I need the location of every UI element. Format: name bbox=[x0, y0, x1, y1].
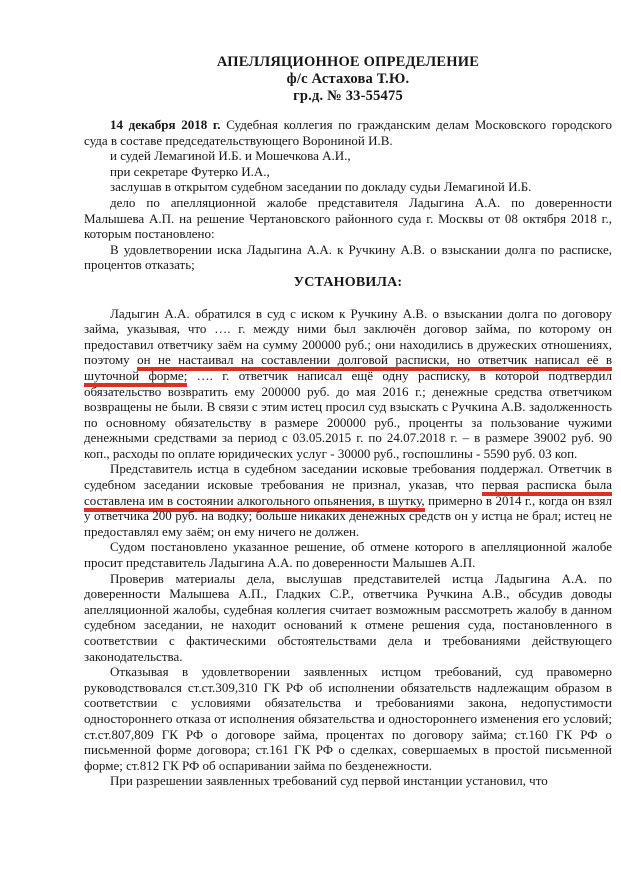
paragraph bbox=[84, 571, 612, 665]
paragraph bbox=[84, 117, 612, 148]
paragraph bbox=[84, 148, 612, 164]
red-underlined-text: первая расписка была составлена им в состоянии алкогольного опьянения, в шутку, bbox=[84, 477, 612, 512]
paragraph bbox=[84, 664, 612, 773]
paragraph bbox=[84, 242, 612, 273]
paragraph bbox=[84, 179, 612, 195]
text-segment: 14 декабря 2018 г. bbox=[110, 117, 221, 132]
case-number: гр.д. № 33-55475 bbox=[293, 88, 403, 104]
presiding-judge-reference: ф/с Астахова Т.Ю. bbox=[286, 71, 410, 87]
paragraph bbox=[84, 773, 612, 789]
paragraph bbox=[84, 461, 612, 539]
document-title: АПЕЛЛЯЦИОННОЕ ОПРЕДЕЛЕНИЕ bbox=[216, 54, 480, 70]
paragraph bbox=[84, 539, 612, 570]
text-segment: примерно в 2014 г., когда он взял у ответчика 200 руб. на водку; больше никаких денежных средств он у истца не брал; истец не предоставлял ему заём; он ему ничего не должен. bbox=[84, 492, 612, 539]
section-heading bbox=[84, 275, 612, 291]
text-segment: Судом постановлено указанное решение, об отмене которого в апелляционной жалобе просит представитель Ладыгина А.А. по доверенности Малышев А.П. bbox=[84, 539, 612, 571]
text-segment: В удовлетворении иска Ладыгина А.А. к Ручкину А.В. о взыскании долга по расписке, процентов отказать; bbox=[84, 241, 612, 273]
text-segment: УСТАНОВИЛА: bbox=[293, 274, 403, 290]
text-segment: Судебная коллегия по гражданским делам Московского городского суда в составе председательствующего Ворониной И.В. bbox=[84, 117, 612, 148]
text-segment: …. г. ответчик написал ещё одну расписку, в которой подтвердил обязательство возвратить ему 200000 руб. до мая 2016 г.; денежные средства ответчиком возвращены не были. В связи с этим истец просил суд взыскать с Ручкина А.В. задолженность по основному обязательству в размере 200000 руб., проценты за пользование чужими денежными средствами за период с 03.05.2015 г. по 24.07.2018 г. – в размере 39002 руб. 90 коп., расходы по оплате юридических услуг - 30000 руб., госпошлины - 5590 руб. 03 коп. bbox=[84, 367, 612, 461]
document-header bbox=[84, 54, 612, 105]
paragraph bbox=[84, 306, 612, 462]
paragraph bbox=[84, 164, 612, 180]
text-segment: При разрешении заявленных требований суд первой инстанции установил, что bbox=[110, 773, 548, 789]
text-segment: Отказывая в удовлетворении заявленных истцом требований, суд правомерно руководствовался ст.ст.309,310 ГК РФ об исполнении обязательств надлежащим образом в соответствии с условиями обязательства и требованиями закона, недопустимости одностороннего отказа от исполнения обязательства и одностороннего изменения его условий; ст.ст.807,809 ГК РФ о договоре займа, процентах по договору займа; ст.160 ГК РФ о письменной форме договора; ст.161 ГК РФ о сделках, совершаемых в простой письменной форме; ст.812 ГК РФ об оспаривании займа по безденежности. bbox=[84, 664, 612, 773]
text-segment: Представитель истца в судебном заседании исковые требования поддержал. Ответчик в судебном заседании исковые требования не признал, указав, что bbox=[84, 461, 612, 493]
document-body bbox=[84, 117, 612, 789]
text-segment: заслушав в открытом судебном заседании по докладу судьи Лемагиной И.Б. bbox=[110, 179, 532, 195]
red-underlined-text: он не настаивал на составлении долговой расписки, но ответчик написал её в шуточной форме; bbox=[84, 352, 612, 387]
text-segment: и судей Лемагиной И.Б. и Мошечкова А.И., bbox=[110, 148, 351, 164]
text-segment: дело по апелляционной жалобе представителя Ладыгина А.А. по доверенности Малышева А.П. на решение Чертановского районного суда г. Москвы от 08 октября 2018 г., которым постановлено: bbox=[84, 194, 612, 242]
text-segment: при секретаре Футерко И.А., bbox=[110, 163, 270, 179]
text-segment: Ладыгин А.А. обратился в суд с иском к Ручкину А.В. о взыскании долга по договору займа, указывая, что …. г. между ними был заключён договор займа, по которому он предоставил ответчику заём на сумму 200000 руб.; они находились в дружеских отношениях, поэтому bbox=[84, 305, 612, 368]
text-segment: Проверив материалы дела, выслушав представителей истца Ладыгина А.А. по доверенности Малышева А.П., Гладких С.Р., ответчика Ручкина А.В., обсудив доводы апелляционной жалобы, судебная коллегия считает возможным рассмотреть жалобу в данном судебном заседании, не находит оснований к отмене решения суда, постановленного в соответствии с фактическими обстоятельствами дела и требованиями действующего законодательства. bbox=[84, 570, 612, 664]
paragraph bbox=[84, 195, 612, 242]
